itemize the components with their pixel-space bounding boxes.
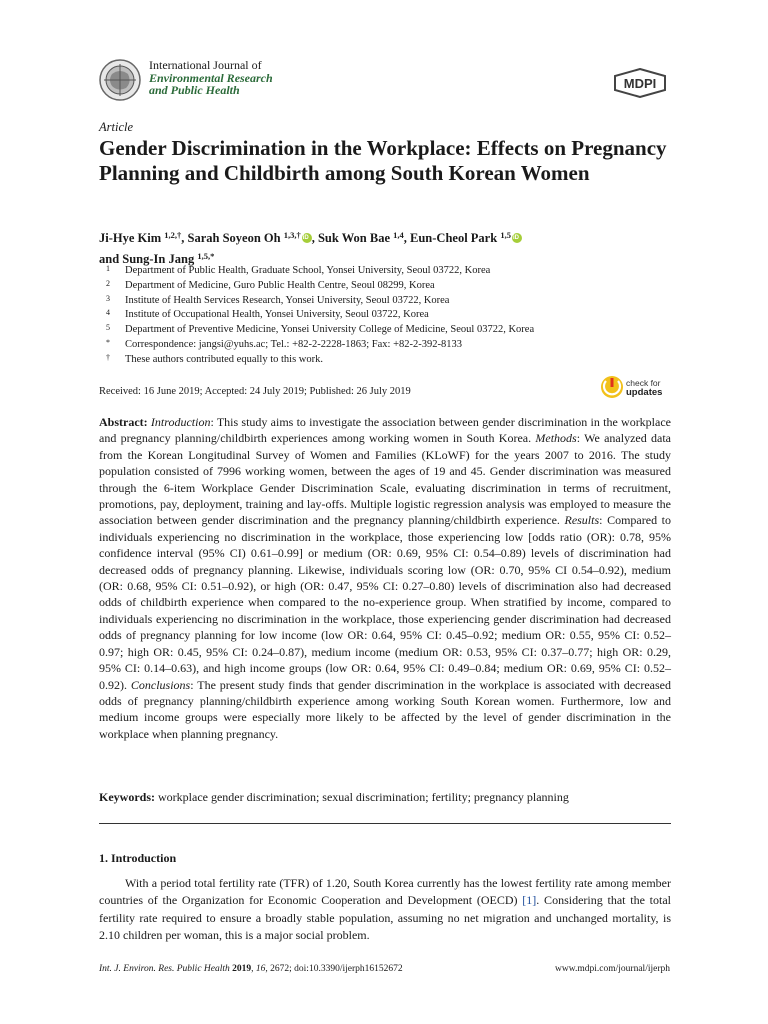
abstract-intro-label: Introduction	[150, 415, 211, 429]
affiliation-text: Department of Preventive Medicine, Yonsei University College of Medicine, Seoul 03722, Korea	[125, 324, 535, 336]
affiliation-item	[99, 308, 679, 323]
affiliation-marker: †	[106, 352, 110, 362]
footer-volume: 16	[255, 964, 266, 974]
author-name: Sarah Soyeon Oh	[187, 231, 281, 245]
orcid-icon[interactable]	[512, 233, 522, 243]
orcid-icon[interactable]	[302, 233, 312, 243]
check-updates-label-bold: updates	[626, 387, 663, 398]
author-name: Ji-Hye Kim	[99, 231, 162, 245]
keywords	[99, 789, 671, 805]
affiliation-marker: 1	[106, 264, 110, 273]
journal-name-line2: Environmental Research	[149, 70, 273, 85]
affiliation-marker: *	[106, 337, 110, 347]
affiliation-marker: 5	[106, 323, 110, 333]
affiliation-text: Institute of Health Services Research, Yonsei University, Seoul 03722, Korea	[125, 294, 450, 306]
affiliation-item	[99, 264, 679, 279]
abstract-conclusions-label: Conclusions	[130, 677, 191, 692]
author-affiliation-marks: 1,3,†	[283, 230, 301, 240]
journal-logo	[98, 58, 142, 102]
footer-doi[interactable]: , 2672; doi:10.3390/ijerph16152672	[265, 964, 403, 974]
affiliation-marker: 4	[106, 308, 110, 318]
mdpi-logo-icon	[612, 68, 668, 98]
globe-icon	[98, 58, 142, 102]
author-list: Ji-Hye Kim $^{1,2,\dagger}$, Sarah Soyeon Oh $^{1,3,\dagger}$iD , Suk Won Bae $^{1,4}$, Eun-Cheol Park $^{1,5}$iD and Sung-In Jang $^{1,5,*}$	[99, 227, 679, 268]
footer-url[interactable]: www.mdpi.com/journal/ijerph	[555, 964, 670, 974]
keywords-label: Keywords:	[99, 790, 155, 804]
author-affiliation-marks: 1,2,†	[164, 230, 182, 240]
journal-name-line3: and Public Health	[149, 83, 240, 97]
journal-name-line1: International Journal of	[149, 58, 262, 72]
author-name: Eun-Cheol Park	[410, 231, 498, 245]
abstract-intro-text: : This study aims to investigate the association between gender discrimination in the workplace and pregnancy planning/childbirth experiences among working women in South Korea.	[99, 415, 671, 446]
equal-contribution-note	[99, 353, 679, 368]
footer-journal-abbrev: Int. J. Environ. Res. Public Health	[99, 964, 230, 974]
publication-dates: Received: 16 June 2019; Accepted: 24 July 2019; Published: 26 July 2019	[99, 386, 411, 397]
affiliation-marker: 3	[106, 293, 110, 303]
affiliation-text: Institute of Occupational Health, Yonsei University, Seoul 03722, Korea	[125, 309, 429, 321]
abstract-label: Abstract:	[99, 415, 148, 429]
affiliation-list	[99, 264, 679, 368]
affiliation-marker: 2	[106, 278, 110, 288]
footer-year: 2019	[232, 964, 252, 974]
correspondence-item	[99, 338, 679, 353]
introduction-paragraph	[99, 875, 671, 945]
article-type: Article	[99, 120, 134, 134]
equal-contribution-text: These authors contributed equally to this work.	[125, 353, 323, 365]
author-affiliation-marks: 1,5,*	[197, 250, 215, 261]
abstract-results-text: : Compared to individuals experiencing no discrimination in the workplace, those experiencing low [odds ratio (OR): 0.78, 95% confidence interval (95% CI) 0.61–0.99] or medium (OR: 0.69, 95% CI: 0.54–0.89) levels of discrimination had decreased odds of pregnancy planning. Likewise, individuals scoring low (OR: 0.70, 95% CI 0.54–0.92), medium (OR: 0.68, 95% CI: 0.51–0.92), or high (OR: 0.47, 95% CI: 0.27–0.80) levels of discrimination also had decreased odds of childbirth experience when compared to the no-experience group. When stratified by income, compared to individuals experiencing no discrimination in the workplace, those experiencing gender discrimination had decreased odds of pregnancy planning for low income (low OR: 0.64, 95% CI: 0.45–0.92; medium OR: 0.55, 95% CI: 0.52–0.97; high OR: 0.45, 95% CI: 0.24–0.87), medium income (medium OR: 0.53, 95% CI: 0.37–0.77; high OR: 0.29, 95% CI: 0.14–0.63), and high income groups (low OR: 0.64, 95% CI: 0.49–0.84; medium OR: 0.69, 95% CI: 0.52–0.92).	[99, 513, 671, 692]
abstract-conclusions-text: : The present study finds that gender discrimination in the workplace is associated with decreased odds of pregnancy planning/childbirth experience among working South Korean women. Furthermore, low and medium income groups were especially more likely to be affected by the level of gender discrimination in the workplace when planning pregnancy.	[99, 677, 671, 741]
intro-text-continued: . Considering that the total fertility rate required to ensure a broadly stable population, assuming no net migration and unchanged mortality, is 2.10 children per woman, this is a major social problem.	[99, 893, 671, 943]
author-name: Suk Won Bae	[317, 231, 391, 245]
section-heading: 1. Introduction	[99, 851, 177, 865]
footer-citation: Int. J. Environ. Res. Public Health 2019, 16, 2672; doi:10.3390/ijerph16152672	[99, 964, 403, 974]
publisher-logo	[612, 68, 668, 98]
journal-name	[149, 59, 273, 97]
author-affiliation-marks: 1,4	[393, 230, 404, 240]
author-name: Sung-In Jang	[122, 251, 195, 266]
affiliation-item	[99, 294, 679, 309]
correspondence-text[interactable]: Correspondence: jangsi@yuhs.ac; Tel.: +82-2-2228-1863; Fax: +82-2-392-8133	[125, 338, 462, 350]
svg-text:MDPI: MDPI	[623, 76, 657, 91]
check-updates-icon	[600, 375, 624, 399]
affiliation-item	[99, 279, 679, 294]
paper-title: Gender Discrimination in the Workplace: Effects on Pregnancy Planning and Childbirth among South Korean Women	[99, 136, 667, 185]
affiliation-text: Department of Medicine, Guro Public Health Centre, Seoul 08299, Korea	[125, 279, 435, 291]
check-for-updates-button[interactable]	[600, 375, 670, 403]
abstract-methods-text: : We analyzed data from the Korean Longitudinal Survey of Women and Families (KLoWF) for the years 2007 to 2016. The study population consisted of 7996 working women, between the ages of 19 and 45. Gender discrimination was measured through the 6-item Workplace Gender Discrimination Scale, evaluating discrimination in terms of recruitment, promotions, pay, deployment, training and lay-offs. Multiple logistic regression analysis was employed to measure the association between gender discrimination and the pregnancy planning/childbirth experience.	[99, 431, 671, 528]
abstract-results-label: Results	[564, 513, 600, 528]
author-affiliation-marks: 1,5	[500, 230, 511, 240]
intro-text: With a period total fertility rate (TFR) of 1.20, South Korea currently has the lowest fertility rate among member countries of the Organization for Economic Cooperation and Development (OECD)	[99, 876, 671, 908]
keywords-text: workplace gender discrimination; sexual discrimination; fertility; pregnancy planning	[158, 790, 569, 804]
abstract	[99, 414, 671, 742]
abstract-methods-label: Methods	[535, 431, 577, 446]
affiliation-text: Department of Public Health, Graduate School, Yonsei University, Seoul 03722, Korea	[125, 265, 491, 276]
check-updates-label: check for	[626, 378, 661, 388]
affiliation-item	[99, 323, 679, 338]
section-divider	[99, 823, 671, 824]
citation-link[interactable]: [1]	[522, 893, 537, 908]
